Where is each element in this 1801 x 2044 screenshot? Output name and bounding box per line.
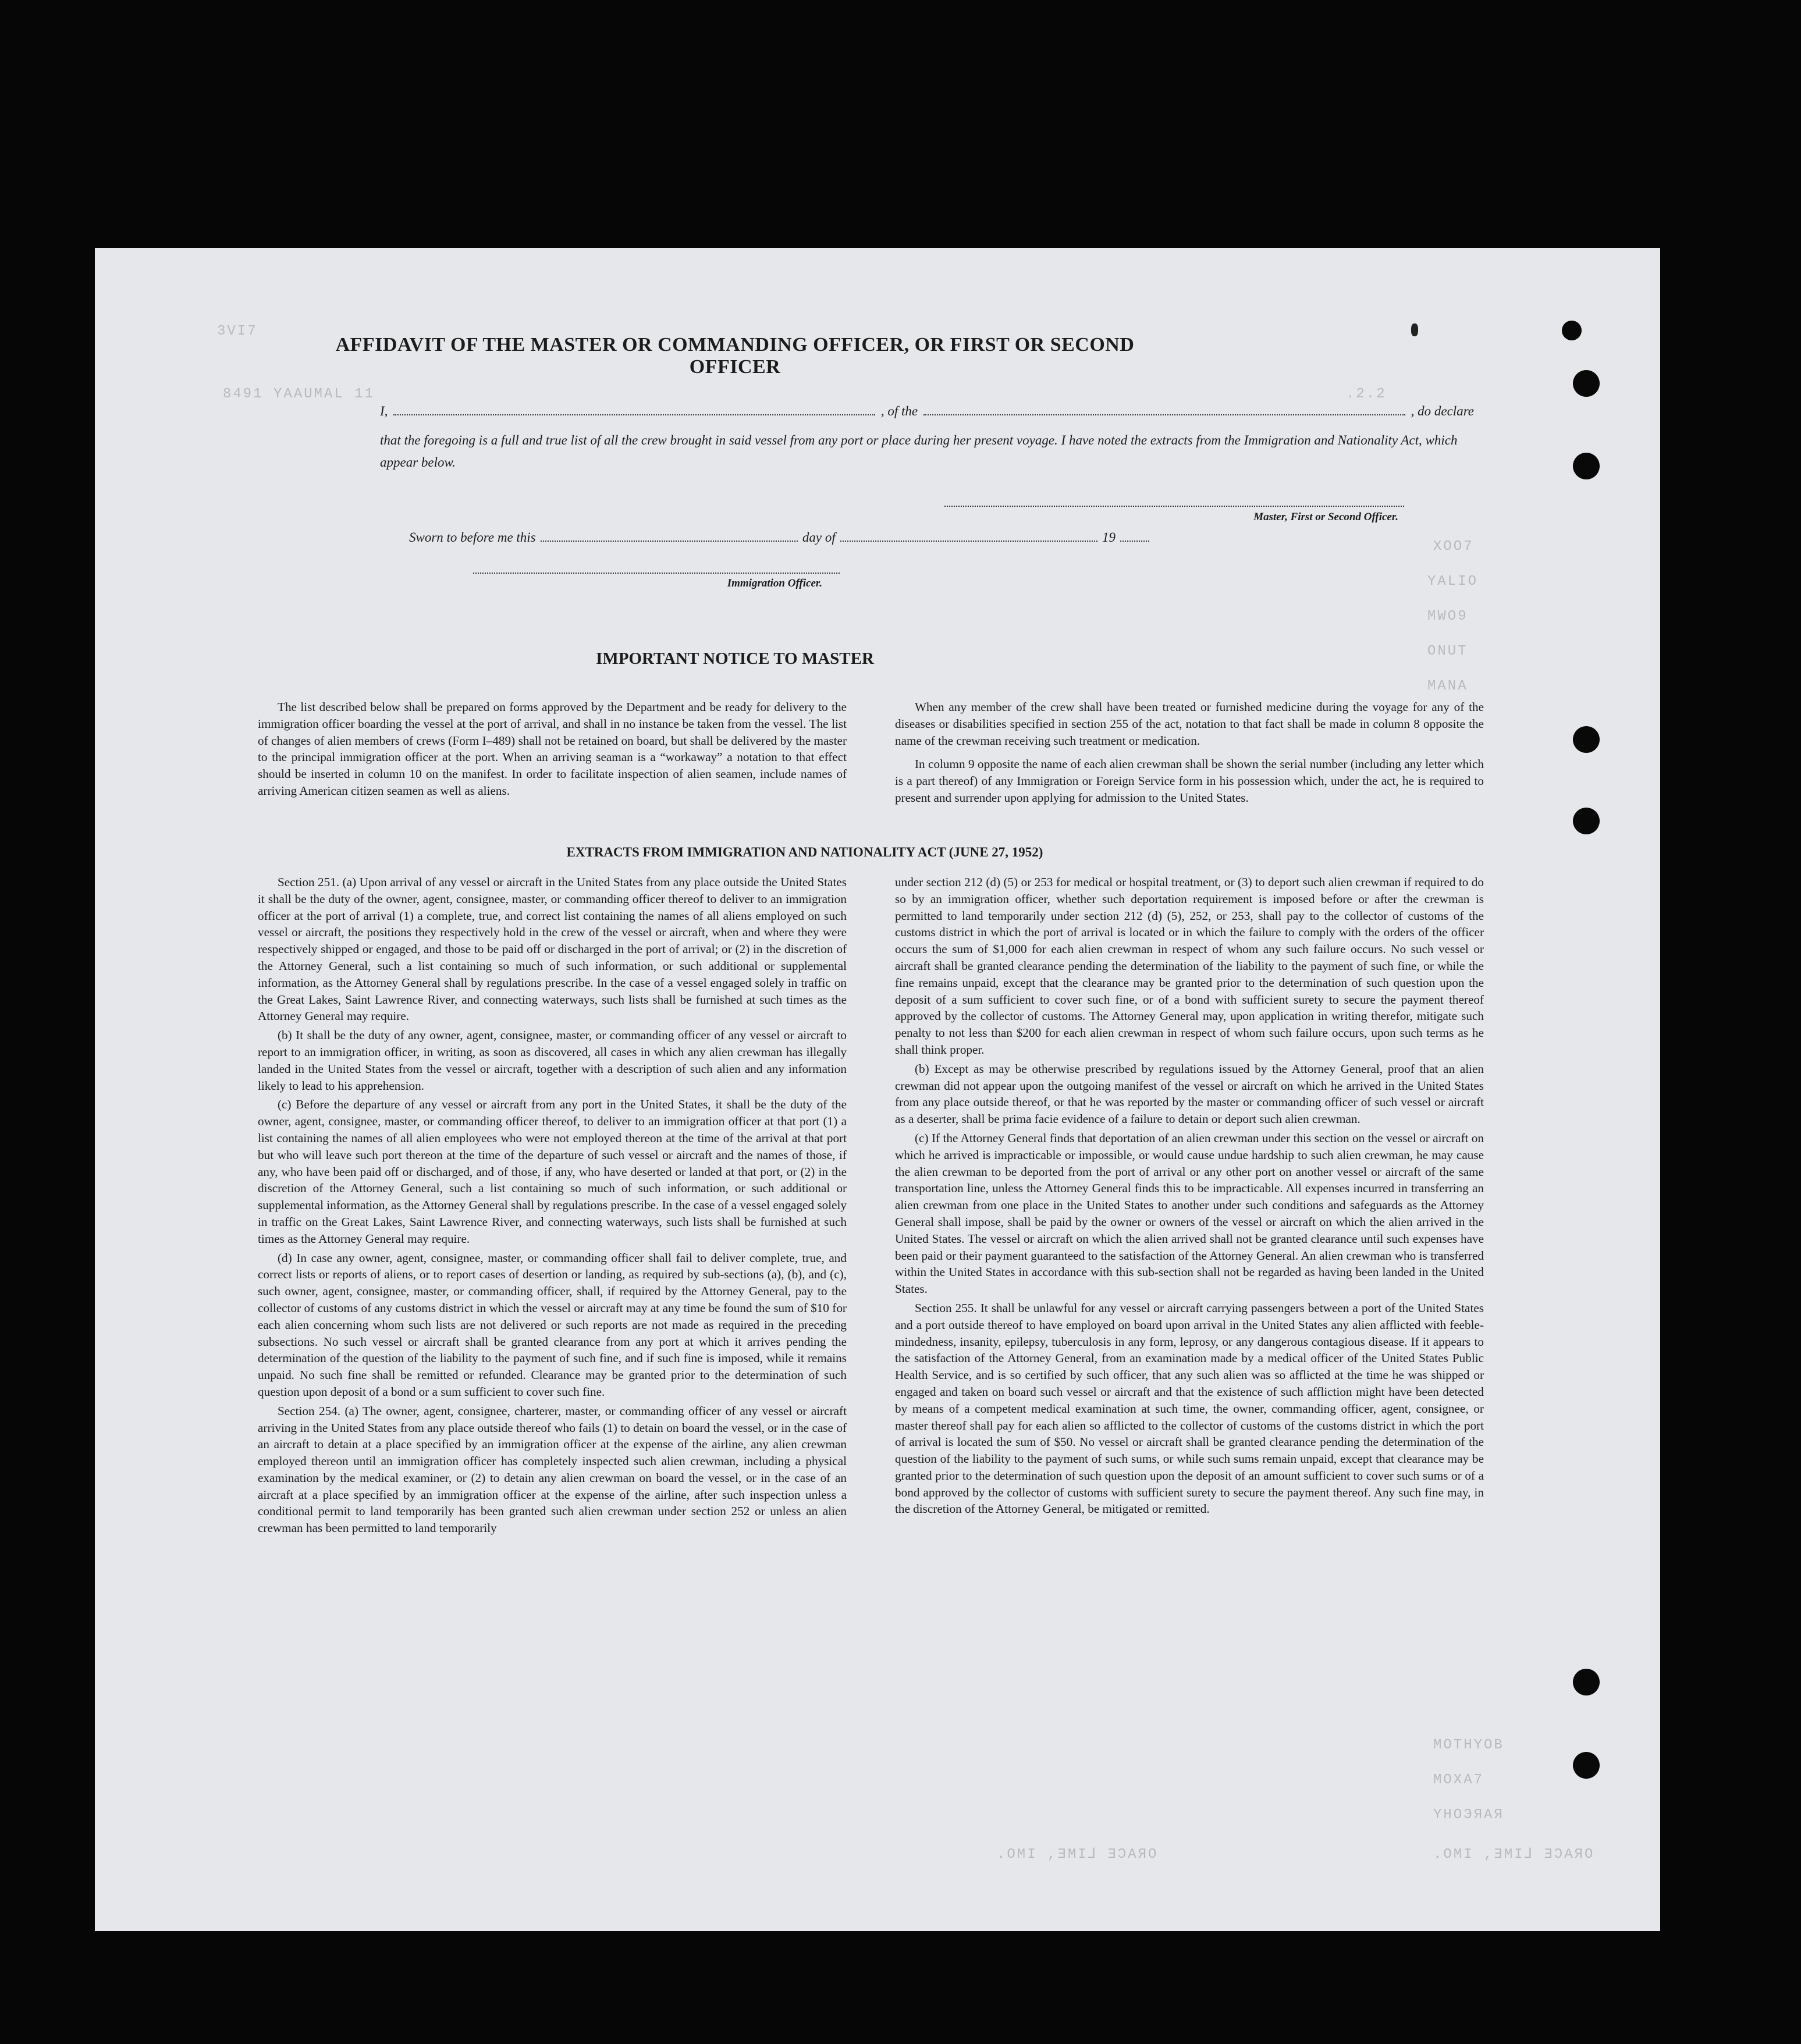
section-paragraph: (c) Before the departure of any vessel or aircraft from any port in the United States, it shall be the duty of the owner, agent, consignee, master, or commanding officer thereof, to deliver to an immigration officer at that port (1) a list containing the names of all alien employees who were not employed thereon at the time of the arrival at that port but who will leave such port thereon at the time of the departure of such vessel or aircraft and the names of those, if any, who have been paid off or discharged, and of those, if any, who have deserted or landed at that port, or (2) in the discretion of the Attorney General, such a list containing so much of such information, or such additional or supplemental information, as the Attorney General shall by regulations prescribe. In the case of a vessel engaged solely in traffic on the Great Lakes, Saint Lawrence River, and connecting waterways, such lists shall be furnished at such times as the Attorney General may require. (258, 1097, 847, 1246)
bleed-through: 3VI7 8491 YAAUMAL 11 .2.2 XOO7 YALIO MWO9 ONUT MANA MOTHYOB MOXA7 YHOЭЯAЯ .OMI ,ƎMI⅃ ƎƆAЯO .OMI ,ƎMI⅃ ƎƆAЯO (217, 324, 1595, 1862)
punch-hole (1573, 726, 1600, 753)
vessel-fill-line (923, 414, 1405, 415)
day-of-label: day of (802, 530, 836, 545)
notice-title: IMPORTANT NOTICE TO MASTER (596, 649, 874, 668)
do-declare-label: , do declare (1411, 404, 1475, 418)
month-fill-line (840, 540, 1097, 542)
ink-speck (1411, 324, 1418, 336)
name-fill-line (393, 414, 875, 415)
notice-right-column (895, 699, 1484, 809)
sworn-line (409, 530, 1154, 545)
punch-hole (1573, 1752, 1600, 1779)
of-the-label: , of the (880, 404, 918, 418)
sworn-label: Sworn to before me this (409, 530, 536, 545)
declaration-text: that the foregoing is a full and true list of all the crew brought in said vessel from any port or place during her present voyage. I have noted the extracts from the Immigration and Nationality Act, which appear below. (380, 433, 1458, 470)
notice-paragraph: The list described below shall be prepared on forms approved by the Department and be ready for delivery to the immigration officer boarding the vessel at the port of arrival, and shall in no instance be taken from the vessel. The list of changes of alien members of crews (Form I–489) shall not be retained on board, but shall be delivered by the master to the principal immigration officer at the port. When an arriving seaman is a “workaway” a notation to that effect should be inserted in column 10 on the manifest. In order to facilitate inspection of alien seamen, include names of arriving American citizen seamen as well as aliens. (258, 700, 847, 798)
affidavit-title: AFFIDAVIT OF THE MASTER OR COMMANDING OFFICER, OR FIRST OR SECOND OFFICER (335, 334, 1135, 378)
section-paragraph: Section 254. (a) The owner, agent, consignee, charterer, master, or commanding officer of any vessel or aircraft arriving in the United States from any place outside thereof who fails (1) to detain on board the vessel, or in the case of an aircraft to detain at a place specified by an immigration officer at the expense of the airline, any alien crewman employed thereon until an immigration officer has completely inspected such alien crewman, including a physical examination by the medical examiner, or (2) to detain any alien crewman on board the vessel, or in the case of an aircraft at a place specified by an immigration officer at the expense of the airline, after such inspection unless a conditional permit to land temporarily has been granted such alien crewman under section 252 or unless an alien crewman has been permitted to land temporarily (258, 1403, 847, 1535)
notice-paragraph: In column 9 opposite the name of each alien crewman shall be shown the serial number (including any letter which is a part thereof) of any Immigration or Foreign Service form in his possession which, under the act, he is required to present and surrender upon applying for admission to the United States. (895, 757, 1484, 805)
year-fill-line (1120, 540, 1149, 542)
section-paragraph: Section 251. (a) Upon arrival of any vessel or aircraft in the United States from any place outside the United States it shall be the duty of the owner, agent, consignee, master, or commanding officer thereof to deliver to an immigration officer at the port of arrival (1) a complete, true, and correct list containing the names of all aliens employed on such vessel or aircraft, the positions they respectively hold in the crew of the vessel or aircraft, when and where they were respectively shipped or engaged, and those to be paid off or discharged in the port of arrival; or (2) in the discretion of the Attorney General, such a list containing so much of such information, or such additional or supplemental information, as the Attorney General shall by regulations prescribe. In the case of a vessel engaged solely in traffic on the Great Lakes, Saint Lawrence River, and connecting waterways, such lists shall be furnished at such times as the Attorney General may require. (258, 875, 847, 1023)
document-page (95, 248, 1660, 1931)
day-fill-line (541, 540, 798, 542)
punch-hole (1573, 1669, 1600, 1695)
punch-hole (1573, 808, 1600, 834)
section-paragraph: Section 255. It shall be unlawful for any vessel or aircraft carrying passengers between a port of the United States and a port outside thereof to have employed on board upon arrival in the United States any alien afflicted with feeble-mindedness, insanity, epilepsy, tuberculosis in any form, leprosy, or any dangerous contagious disease. If it appears to the satisfaction of the Attorney General, from an examination made by a medical officer of the United States Public Health Service, and is so certified by such officer, that any such alien was so afflicted at the time he was shipped or engaged and taken on board such vessel or aircraft and that the existence of such affliction might have been detected by means of a competent medical examination at such time, the owner, commanding officer, agent, consignee, or master thereof shall pay for each alien so afflicted to the collector of customs of the customs district in which the port of arrival is located the sum of $50. No vessel or aircraft shall be granted clearance pending the determination of the question of the liability to the payment of such sums, or while such sums remain unpaid, except that clearance may be granted prior to the determination of such question upon the deposit of an amount sufficient to cover such sums or of a bond approved by the collector of customs with sufficient surety to secure the payment thereof. Any such fine may, in the discretion of the Attorney General, be mitigated or remitted. (895, 1300, 1484, 1516)
punch-hole (1562, 321, 1582, 340)
section-paragraph: (b) Except as may be otherwise prescribed by regulations issued by the Attorney General, proof that an alien crewman did not appear upon the outgoing manifest of the vessel or aircraft on which he arrived in the United States from any place outside thereof, or that he was reported by the master or commanding officer of such vessel or aircraft as a deserter, shall be prima facie evidence of a failure to detain or deport such alien crewman. (895, 1061, 1484, 1126)
master-signature-line (944, 506, 1404, 507)
immigration-officer-label: Immigration Officer. (727, 577, 822, 589)
i-label: I, (380, 404, 388, 418)
year-label: 19 (1102, 530, 1116, 545)
extracts-left-column (258, 874, 847, 1539)
punch-hole (1573, 370, 1600, 397)
master-signature-label: Master, First or Second Officer. (1253, 511, 1398, 523)
section-paragraph: (b) It shall be the duty of any owner, agent, consignee, master, or commanding officer of any vessel or aircraft to report to an immigration officer, in writing, as soon as discovered, all cases in which any alien crewman has illegally landed in the United States from the vessel or aircraft, together with a description of such alien and any information likely to lead to his apprehension. (258, 1028, 847, 1093)
notice-left-column (258, 699, 847, 802)
section-paragraph: (d) In case any owner, agent, consignee, master, or commanding officer shall fail to deliver complete, true, and correct lists or reports of aliens, or to report cases of desertion or landing, as required by sub-sections (a), (b), and (c), such owner, agent, consignee, master, or commanding officer, shall, if required by the Attorney General, pay to the collector of customs of any customs district in which the vessel or aircraft may at any time be found the sum of $10 for each alien concerning whom such lists are not delivered or such reports are not made as required in the preceding subsections. No such vessel or aircraft shall be granted clearance from any port at which it arrives pending the determination of the question of the liability to the payment of such fine, and if such fine is imposed, while it remains unpaid. No such fine shall be remitted or refunded. Clearance may be granted prior to the determination of such question upon deposit of a bond or a sum sufficient to cover such fine. (258, 1250, 847, 1399)
declaration-line (380, 404, 1474, 419)
section-paragraph: (c) If the Attorney General finds that deportation of an alien crewman under this section on the vessel or aircraft on which he arrived is impracticable or impossible, or would cause undue hardship to such alien crewman, he may cause the alien crewman to be deported from the port of arrival or any other port on another vessel or aircraft of the same transportation line, unless the Attorney General finds this to be impracticable. All expenses incurred in transferring an alien crewman from one place in the United States to another under such conditions and safeguards as the Attorney General shall impose, shall be paid by the owner or owners of the vessel or aircraft on which the alien arrived in the United States. The vessel or aircraft on which the alien arrived shall not be granted clearance until such expenses have been paid or their payment guaranteed to the satisfaction of the Attorney General. An alien crewman who is transferred within the United States in accordance with this sub-section shall not be regarded as having been landed in the United States. (895, 1131, 1484, 1296)
section-paragraph: under section 212 (d) (5) or 253 for medical or hospital treatment, or (3) to deport such alien crewman if required to do so by an immigration officer, whether such deportation requirement is imposed before or after the crewman is permitted to land temporarily under section 212 (d) (5), 252, or 253, shall pay to the collector of customs of the customs district in which the port of arrival is located or in which the failure to comply with the orders of the officer occurs the sum of $1,000 for each alien crewman in respect of whom any such failure occurs. No such vessel or aircraft shall be granted clearance pending the determination of the liability to the payment of such fine, or while the fine remains unpaid, except that the clearance may be granted prior to the determination of such question upon the deposit of a sum sufficient to cover such fine, or of a bond with sufficient surety to secure the payment thereof approved by the collector of customs. The Attorney General may, upon application in writing therefor, mitigate such penalty to not less than $200 for each alien crewman in respect of whom such failure occurs, upon such terms as he shall think proper. (895, 875, 1484, 1057)
notice-paragraph: When any member of the crew shall have been treated or furnished medicine during the voyage for any of the diseases or disabilities specified in section 255 of the act, notation to that fact shall be made in column 8 opposite the name of the crewman receiving such treatment or medication. (895, 700, 1484, 748)
extracts-title: EXTRACTS FROM IMMIGRATION AND NATIONALITY ACT (JUNE 27, 1952) (566, 845, 1043, 859)
immigration-officer-line (473, 573, 840, 574)
declaration-block (380, 404, 1474, 474)
punch-hole (1573, 453, 1600, 479)
extracts-right-column (895, 874, 1484, 1520)
